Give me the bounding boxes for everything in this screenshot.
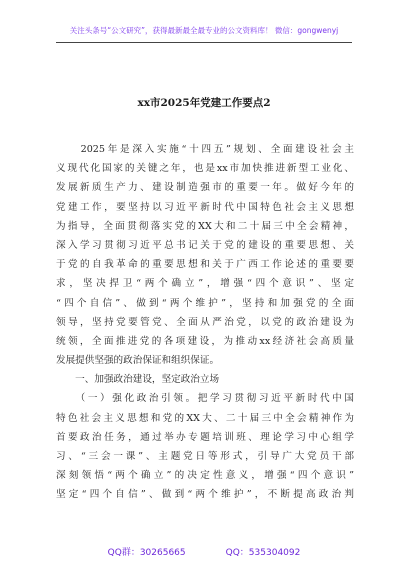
promo-banner: 关注头条号“公文研究”，获得最新最全最专业的公文资料库！ 微信：gongwenyj — [69, 26, 339, 35]
header-divider — [56, 42, 352, 43]
text-line: 发展提供坚强的政治保证和组织保证。 — [56, 355, 220, 367]
text-line: 于党的自我革命的重要思想和关于广西工作论述的重要要 — [56, 259, 354, 271]
text-line: 为指导，全面贯彻落实党的XX大和二十届三中全会精神， — [56, 220, 354, 232]
text-line: 2025年是深入实施“十四五”规划、全面建设社会主 — [56, 144, 354, 155]
document-body — [56, 140, 354, 505]
contact-footer — [0, 545, 408, 558]
document-title: xx市2025年党建工作要点2 — [137, 97, 271, 109]
text-line: 首要政治任务，通过举办专题培训班、理论学习中心组学 — [56, 431, 354, 443]
text-line: 习、“三会一课”、主题党日等形式，引导广大党员干部 — [56, 451, 354, 462]
text-line: 统领，全面推进党的各项建设，为推动xx经济社会高质量 — [56, 335, 354, 347]
text-line: 特色社会主义思想和党的XX大、二十届三中全会精神作为 — [56, 412, 354, 424]
text-line: 义现代化国家的关键之年，也是xx市加快推进新型工业化、 — [56, 163, 354, 175]
text-line: （一）强化政治引领。把学习贯彻习近平新时代中国 — [56, 393, 354, 405]
text-line: 深入学习贯彻习近平总书记关于党的建设的重要思想、关 — [56, 239, 354, 251]
section-heading: 一、加强政治建设，坚定政治立场 — [56, 374, 220, 386]
text-line: 发展新质生产力、建设制造强市的重要一年。做好今年的 — [56, 182, 354, 194]
text-line: 领导，坚持党要管党、全面从严治党，以党的政治建设为 — [56, 316, 354, 328]
qq-number: QQ：535304092 — [225, 548, 301, 558]
text-line: 党建工作，要坚持以习近平新时代中国特色社会主义思想 — [56, 201, 354, 213]
text-line: 求，坚决捍卫“两个确立”，增强“四个意识”、坚定 — [56, 278, 354, 290]
qq-group-number: QQ群：30265665 — [107, 548, 186, 558]
text-line: 深刻领悟“两个确立”的决定性意义，增强“四个意识” — [56, 470, 354, 482]
text-line: 坚定“四个自信”、做到“两个维护”，不断提高政治判 — [56, 489, 354, 501]
text-line: “四个自信”、做到“两个维护”，坚持和加强党的全面 — [56, 297, 354, 309]
